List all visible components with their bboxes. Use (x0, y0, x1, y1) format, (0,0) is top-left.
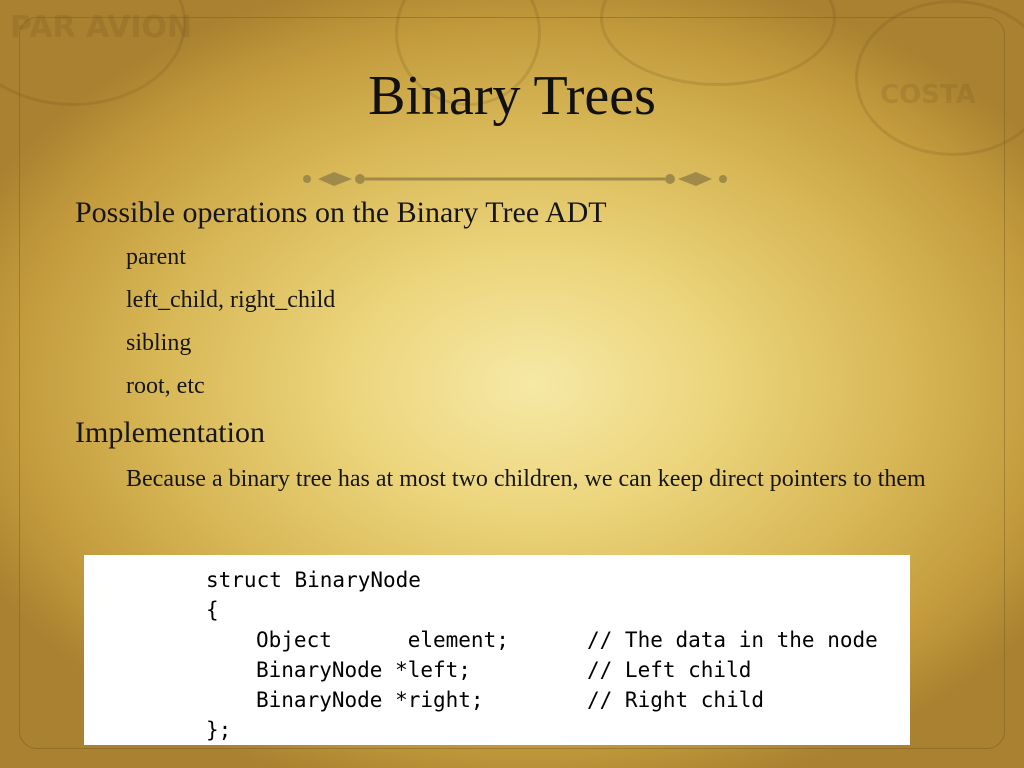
postmark-lettering: PAR AVION (10, 10, 193, 45)
code-line: BinaryNode *left; (256, 658, 471, 682)
code-comment: // Right child (587, 688, 765, 712)
code-line: struct BinaryNode (206, 568, 421, 592)
code-line: }; (206, 718, 232, 742)
code-block (84, 555, 910, 745)
bullet-implementation: Implementation (75, 416, 265, 449)
subitem-implementation-note: Because a binary tree has at most two children, we can keep direct pointers to them (126, 466, 926, 492)
code-line: Object element; (256, 628, 509, 652)
postmark-lettering: COSTA (880, 80, 976, 110)
title-divider-ornament (300, 168, 730, 190)
slide-title: Binary Trees (368, 65, 656, 127)
code-comment: // The data in the node (587, 628, 878, 652)
subitem-parent: parent (126, 244, 186, 270)
subitem-root: root, etc (126, 373, 205, 399)
bullet-operations: Possible operations on the Binary Tree ADT (75, 196, 607, 229)
code-line: { (206, 598, 219, 622)
subitem-children: left_child, right_child (126, 287, 336, 313)
subitem-sibling: sibling (126, 330, 192, 356)
code-comment: // Left child (587, 658, 752, 682)
code-line: BinaryNode *right; (256, 688, 484, 712)
